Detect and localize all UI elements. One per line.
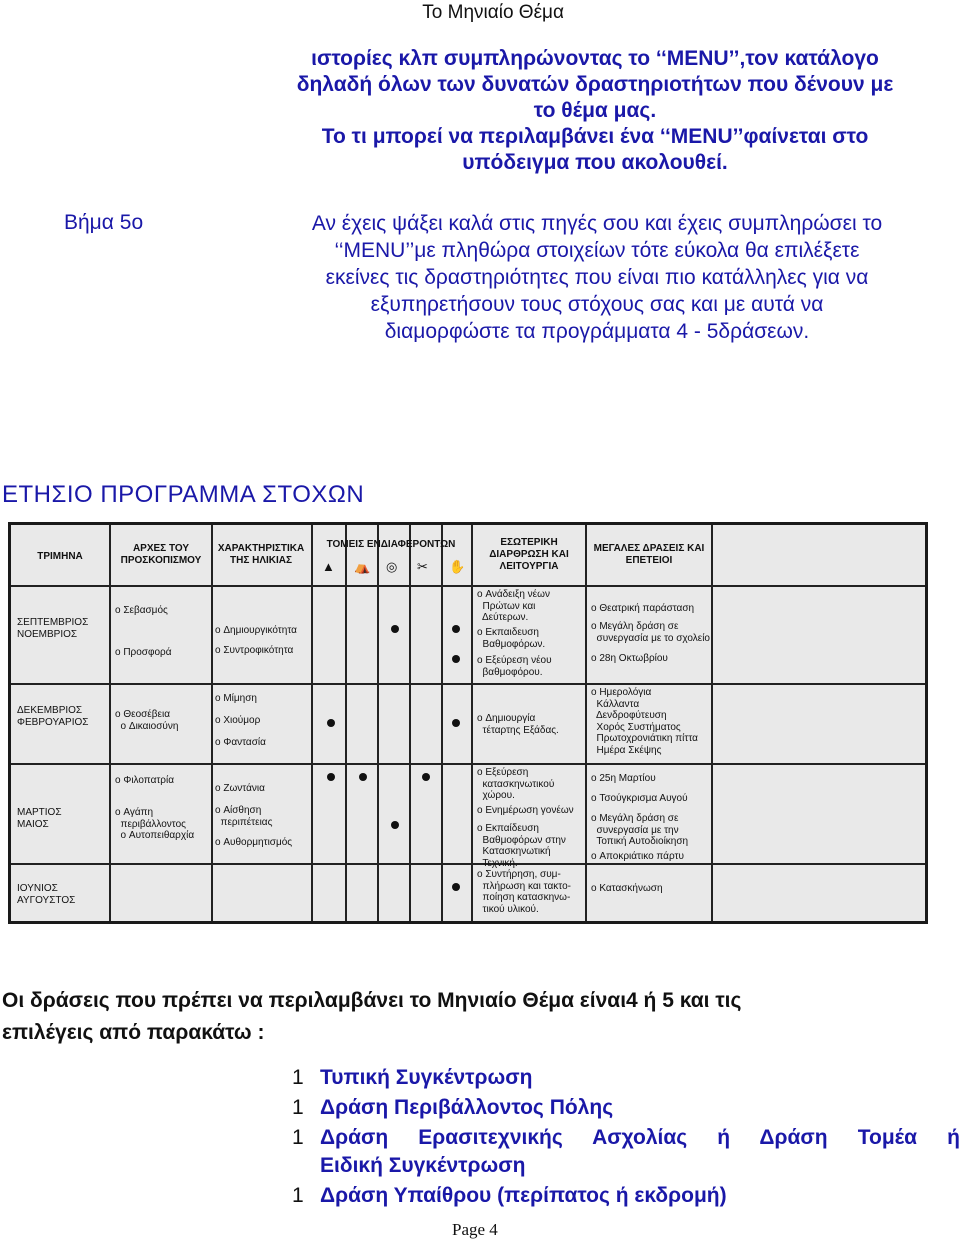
event-item: o Αποκριάτικο πάρτυ — [591, 851, 684, 862]
row-trimester: ΔΕΚΕΜΒΡΙΟΣ ΦΕΒΡΟΥΑΡΙΟΣ — [17, 705, 89, 728]
sector-marker — [327, 773, 335, 781]
event-item: o Μεγάλη δράση σε συνεργασία με την Τοπική Αυτοδιοίκηση — [591, 813, 689, 847]
action-item — [292, 1094, 960, 1122]
action-text: Δράση Περιβάλλοντος Πόλης — [320, 1096, 614, 1119]
event-item: o Τσούγκρισμα Αυγού — [591, 793, 688, 804]
intro-paragraph — [270, 46, 920, 176]
internal-item: o Ενημέρωση γονέων — [477, 805, 574, 816]
step-line: εκείνες τις δραστηριότητες που είναι πιο κατάλληλες για να — [325, 266, 869, 289]
internal-item: o Δημιουργία τέταρτης Εξάδας. — [477, 713, 559, 736]
row-trimester: ΙΟΥΝΙΟΣ ΑΥΓΟΥΣΤΟΣ — [17, 883, 76, 906]
header-sectors: ΤΟΜΕΙΣ ΕΝΔΙΑΦΕΡΟΝΤΩΝ — [326, 539, 456, 550]
summary-paragraph — [2, 985, 952, 1049]
step-line: διαμορφώστε τα προγράμματα 4 - 5δράσεων. — [384, 320, 810, 343]
event-item: o Μεγάλη δράση σε συνεργασία με το σχολείο — [591, 621, 710, 644]
principle-item: o Σεβασμός — [115, 605, 168, 616]
header-age: ΧΑΡΑΚΤΗΡΙΣΤΙΚΑ ΤΗΣ ΗΛΙΚΙΑΣ — [217, 543, 305, 566]
intro-line: υπόδειγμα που ακολουθεί. — [462, 151, 728, 174]
intro-line: Το τι μπορεί να περιλαμβάνει ένα ‘‘MENU’’φαίνεται στο — [321, 125, 869, 148]
age-item: o Αίσθηση περιπέτειας — [215, 805, 273, 828]
header-internal: ΕΣΩΤΕΡΙΚΗ ΔΙΑΡΘΡΩΣΗ ΚΑΙ ΛΕΙΤΟΥΡΓΙΑ — [489, 537, 569, 572]
header-title: Το Μηνιαίο Θέμα — [422, 2, 564, 23]
internal-item: o Ανάδειξη νέων Πρώτων και Δεύτερων. — [477, 589, 550, 623]
internal-item: o Εκπαίδευση Βαθμοφόρων στην Κατασκηνωτική Τεχνική. — [477, 823, 566, 869]
action-text-continued: Ειδική Συγκέντρωση — [320, 1154, 526, 1177]
campfire-icon: ▲ — [322, 559, 335, 574]
actions-list — [292, 1064, 960, 1210]
action-text: Δράση Υπαίθρου (περίπατος ή εκδρομή) — [320, 1184, 727, 1207]
header-trimester: ΤΡΙΜΗΝΑ — [37, 551, 83, 562]
age-item: o Χιούμορ — [215, 715, 261, 726]
page-number: Page 4 — [452, 1220, 498, 1239]
row-divider — [11, 585, 925, 587]
step-line: ‘‘MENU’’με πληθώρα στοιχείων τότε εύκολα θα επιλέξετε — [334, 239, 860, 262]
annual-program-table — [8, 522, 928, 924]
principle-item: o Προσφορά — [115, 647, 172, 658]
step-paragraph — [236, 210, 958, 345]
sector-marker — [452, 655, 460, 663]
intro-line: ιστορίες κλπ συμπληρώνοντας το ‘‘MENU’’,τον κατάλογο — [311, 47, 879, 70]
tent-icon: ⛺ — [354, 559, 371, 574]
age-item: o Αυθορμητισμός — [215, 837, 293, 848]
action-text: Τυπική Συγκέντρωση — [320, 1066, 533, 1089]
action-item — [292, 1064, 960, 1092]
principle-item: o Θεοσέβεια o Δικαιοσύνη — [115, 709, 179, 732]
row-trimester: ΜΑΡΤΙΟΣ ΜΑΙΟΣ — [17, 807, 62, 830]
summary-line: επιλέγεις από παρακάτω : — [2, 1021, 265, 1044]
sector-marker — [391, 821, 399, 829]
intro-line: δηλαδή όλων των δυνατών δραστηριοτήτων που δένουν με — [296, 73, 894, 96]
compass-icon: ◎ — [386, 559, 398, 574]
row-trimester: ΣΕΠΤΕΜΒΡΙΟΣ ΝΟΕΜΒΡΙΟΣ — [17, 617, 89, 640]
row-divider — [11, 863, 925, 865]
action-count: 1 — [292, 1066, 304, 1089]
step-line: Αν έχεις ψάξει καλά στις πηγές σου και έχεις συμπληρώσει το — [311, 212, 883, 235]
sector-marker — [359, 773, 367, 781]
sector-marker — [327, 719, 335, 727]
event-item: o Θεατρική παράσταση — [591, 603, 695, 614]
sector-marker — [452, 883, 460, 891]
sector-marker — [452, 719, 460, 727]
age-item: o Μίμηση — [215, 693, 257, 704]
event-item: o Κατασκήνωση — [591, 883, 663, 894]
page-header — [0, 2, 960, 24]
tools-icon: ✂ — [417, 559, 428, 574]
internal-item: o Εξεύρεση κατασκηνωτικού χώρου. — [477, 767, 555, 801]
row-divider — [11, 683, 925, 685]
event-item: o 28η Οκτωβρίου — [591, 653, 668, 664]
sector-marker — [391, 625, 399, 633]
sector-marker — [452, 625, 460, 633]
action-count: 1 — [292, 1126, 304, 1149]
step-line: εξυπηρετήσουν τους στόχους σας και με αυτά να — [370, 293, 824, 316]
action-count: 1 — [292, 1096, 304, 1119]
principle-item: o Αγάπη περιβάλλοντος o Αυτοπειθαρχία — [115, 807, 195, 841]
sector-marker — [422, 773, 430, 781]
internal-item: o Εκπαιδευση Βαθμοφόρων. — [477, 627, 546, 650]
action-item — [292, 1182, 960, 1210]
event-item: o 25η Μαρτίου — [591, 773, 656, 784]
age-item: o Φαντασία — [215, 737, 266, 748]
handshake-icon: ✋ — [449, 559, 466, 574]
event-item: o Ημερολόγια Κάλλαντα Δενδροφύτευση Χορός Συστήματος Πρωτοχρονιάτικη πίττα Ημέρα Σκέψης — [591, 687, 698, 756]
row-divider — [11, 763, 925, 765]
principle-item: o Φιλοπατρία — [115, 775, 174, 786]
action-text: Δράση Ερασιτεχνικής Ασχολίας ή Δράση Τομέα ή — [320, 1126, 960, 1149]
intro-line: το θέμα μας. — [533, 99, 657, 122]
program-title: ΕΤΗΣΙΟ ΠΡΟΓΡΑΜΜΑ ΣΤΟΧΩΝ — [2, 481, 365, 508]
age-item: o Ζωντάνια — [215, 783, 265, 794]
internal-item: o Συντήρηση, συμ- πλήρωση και τακτο- ποίηση κατασκηνω- τικού υλικού. — [477, 869, 571, 915]
age-item: o Δημιουργικότητα — [215, 625, 297, 636]
action-count: 1 — [292, 1184, 304, 1207]
summary-line: Οι δράσεις που πρέπει να περιλαμβάνει το Μηνιαίο Θέμα είναι4 ή 5 και τις — [2, 989, 742, 1012]
age-item: o Συντροφικότητα — [215, 645, 294, 656]
step-label: Βήμα 5ο — [64, 211, 144, 234]
internal-item: o Εξεύρεση νέου βαθμοφόρου. — [477, 655, 552, 678]
header-events: ΜΕΓΑΛΕΣ ΔΡΑΣΕΙΣ ΚΑΙ ΕΠΕΤΕΙΟΙ — [593, 543, 705, 566]
action-item — [292, 1124, 960, 1180]
header-principles: ΑΡΧΕΣ ΤΟΥ ΠΡΟΣΚΟΠΙΣΜΟΥ — [120, 543, 202, 566]
